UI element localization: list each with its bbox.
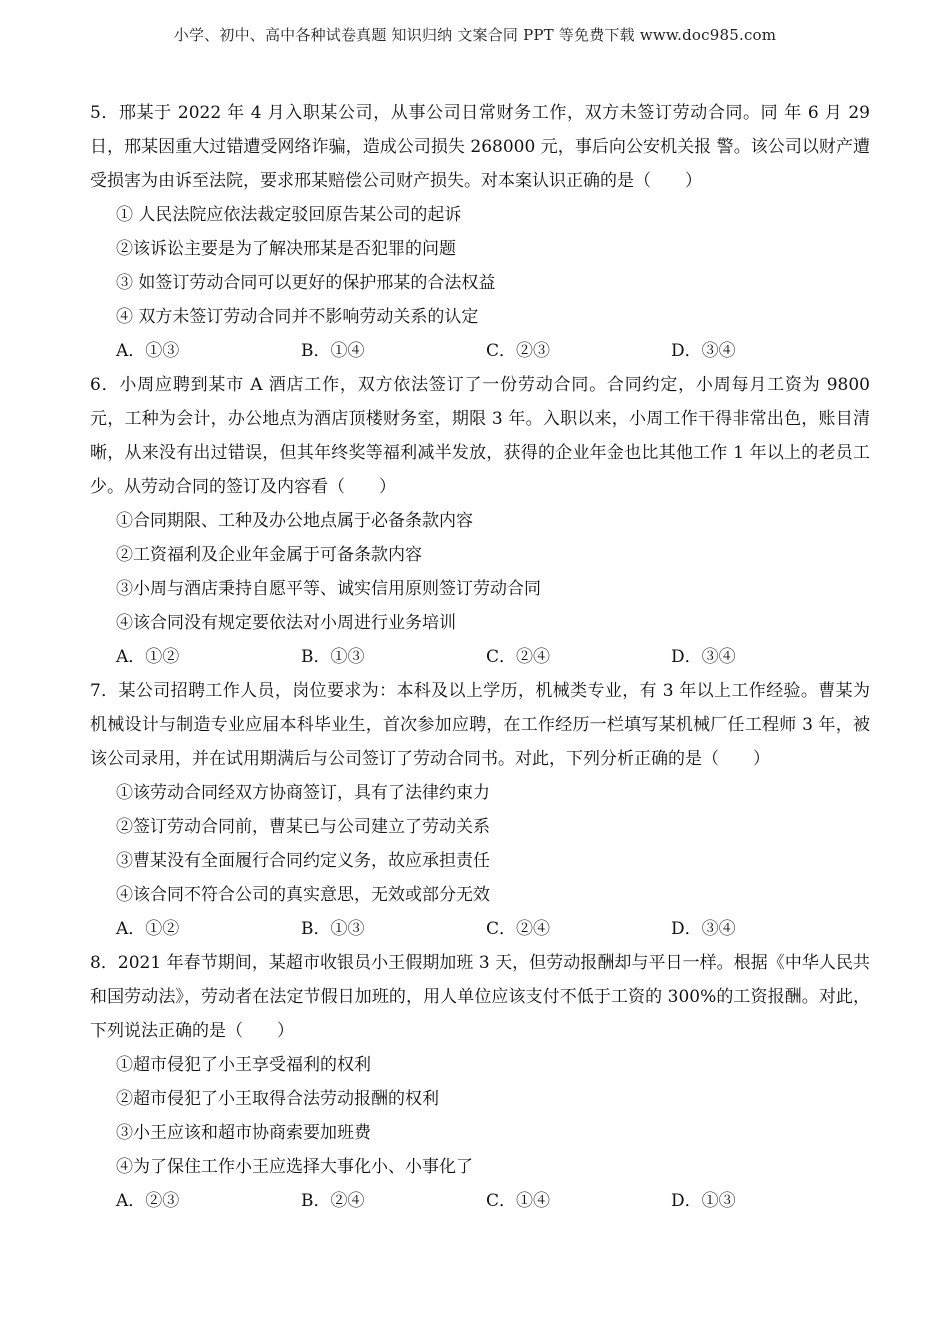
option-3: ③曹某没有全面履行合同约定义务，故应承担责任 bbox=[116, 851, 490, 871]
question-6 bbox=[90, 368, 870, 674]
answer-d: D．③④ bbox=[671, 341, 736, 361]
page-header: 小学、初中、高中各种试卷真题 知识归纳 文案合同 PPT 等免费下载 www.doc985.com bbox=[173, 26, 777, 44]
option-4: ④为了保住工作小王应选择大事化小、小事化了 bbox=[116, 1157, 473, 1177]
answer-choices bbox=[90, 334, 870, 368]
answer-choices bbox=[90, 640, 870, 674]
question-stem: 6．小周应聘到某市 A 酒店工作，双方依法签订了一份劳动合同。合同约定，小周每月工资为 9800 元，工种为会计，办公地点为酒店顶楼财务室，期限 3 年。入职以来，小周工作干得非常出色，账目清晰，从来没有出过错误，但其年终奖等福利减半发放，获得的企业年金也比其他工作 1 年以上的老员工少。从劳动合同的签订及内容看（ ） bbox=[90, 375, 870, 497]
option-2: ②工资福利及企业年金属于可备条款内容 bbox=[116, 545, 422, 565]
answer-a: A．①② bbox=[116, 919, 180, 939]
option-1: ①超市侵犯了小王享受福利的权利 bbox=[116, 1055, 371, 1075]
answer-b: B．①③ bbox=[301, 919, 365, 939]
answer-b: B．②④ bbox=[301, 1191, 365, 1211]
option-3: ③小周与酒店秉持自愿平等、诚实信用原则签订劳动合同 bbox=[116, 579, 541, 599]
answer-c: C．①④ bbox=[486, 1191, 551, 1211]
option-4: ④ 双方未签订劳动合同并不影响劳动关系的认定 bbox=[116, 307, 479, 327]
option-3: ③小王应该和超市协商索要加班费 bbox=[116, 1123, 371, 1143]
answer-choices bbox=[90, 1184, 870, 1218]
option-1: ①该劳动合同经双方协商签订，具有了法律约束力 bbox=[116, 783, 490, 803]
answer-a: A．②③ bbox=[116, 1191, 180, 1211]
option-3: ③ 如签订劳动合同可以更好的保护邢某的合法权益 bbox=[116, 273, 496, 293]
answer-a: A．①③ bbox=[116, 341, 180, 361]
question-8 bbox=[90, 946, 870, 1218]
question-stem: 8．2021 年春节期间，某超市收银员小王假期加班 3 天，但劳动报酬却与平日一样。根据《中华人民共和国劳动法》，劳动者在法定节假日加班的，用人单位应该支付不低于工资的 300%的工资报酬。对此，下列说法正确的是（ ） bbox=[90, 953, 870, 1041]
question-stem: 5．邢某于 2022 年 4 月入职某公司，从事公司日常财务工作，双方未签订劳动合同。同 年 6 月 29 日，邢某因重大过错遭受网络诈骗，造成公司损失 268000 元，事后向公安机关报 警。该公司以财产遭受损害为由诉至法院，要求邢某赔偿公司财产损失。对本案认识正确的是（ ） bbox=[90, 103, 870, 191]
question-list bbox=[90, 96, 870, 1218]
option-2: ②签订劳动合同前，曹某已与公司建立了劳动关系 bbox=[116, 817, 490, 837]
answer-c: C．②④ bbox=[486, 647, 551, 667]
answer-d: D．①③ bbox=[671, 1191, 736, 1211]
option-1: ①合同期限、工种及办公地点属于必备条款内容 bbox=[116, 511, 473, 531]
option-2: ②超市侵犯了小王取得合法劳动报酬的权利 bbox=[116, 1089, 439, 1109]
option-1: ① 人民法院应依法裁定驳回原告某公司的起诉 bbox=[116, 205, 462, 225]
answer-choices bbox=[90, 912, 870, 946]
answer-a: A．①② bbox=[116, 647, 180, 667]
answer-d: D．③④ bbox=[671, 919, 736, 939]
option-2: ②该诉讼主要是为了解决邢某是否犯罪的问题 bbox=[116, 239, 456, 259]
question-7 bbox=[90, 674, 870, 946]
option-4: ④该合同没有规定要依法对小周进行业务培训 bbox=[116, 613, 456, 633]
answer-b: B．①③ bbox=[301, 647, 365, 667]
option-4: ④该合同不符合公司的真实意思，无效或部分无效 bbox=[116, 885, 490, 905]
question-5 bbox=[90, 96, 870, 368]
answer-d: D．③④ bbox=[671, 647, 736, 667]
answer-b: B．①④ bbox=[301, 341, 365, 361]
question-stem: 7．某公司招聘工作人员，岗位要求为：本科及以上学历，机械类专业，有 3 年以上工作经验。曹某为机械设计与制造专业应届本科毕业生，首次参加应聘，在工作经历一栏填写某机械厂任工程师 3 年，被该公司录用，并在试用期满后与公司签订了劳动合同书。对此，下列分析正确的是（ ） bbox=[90, 681, 870, 769]
answer-c: C．②③ bbox=[486, 341, 551, 361]
answer-c: C．②④ bbox=[486, 919, 551, 939]
